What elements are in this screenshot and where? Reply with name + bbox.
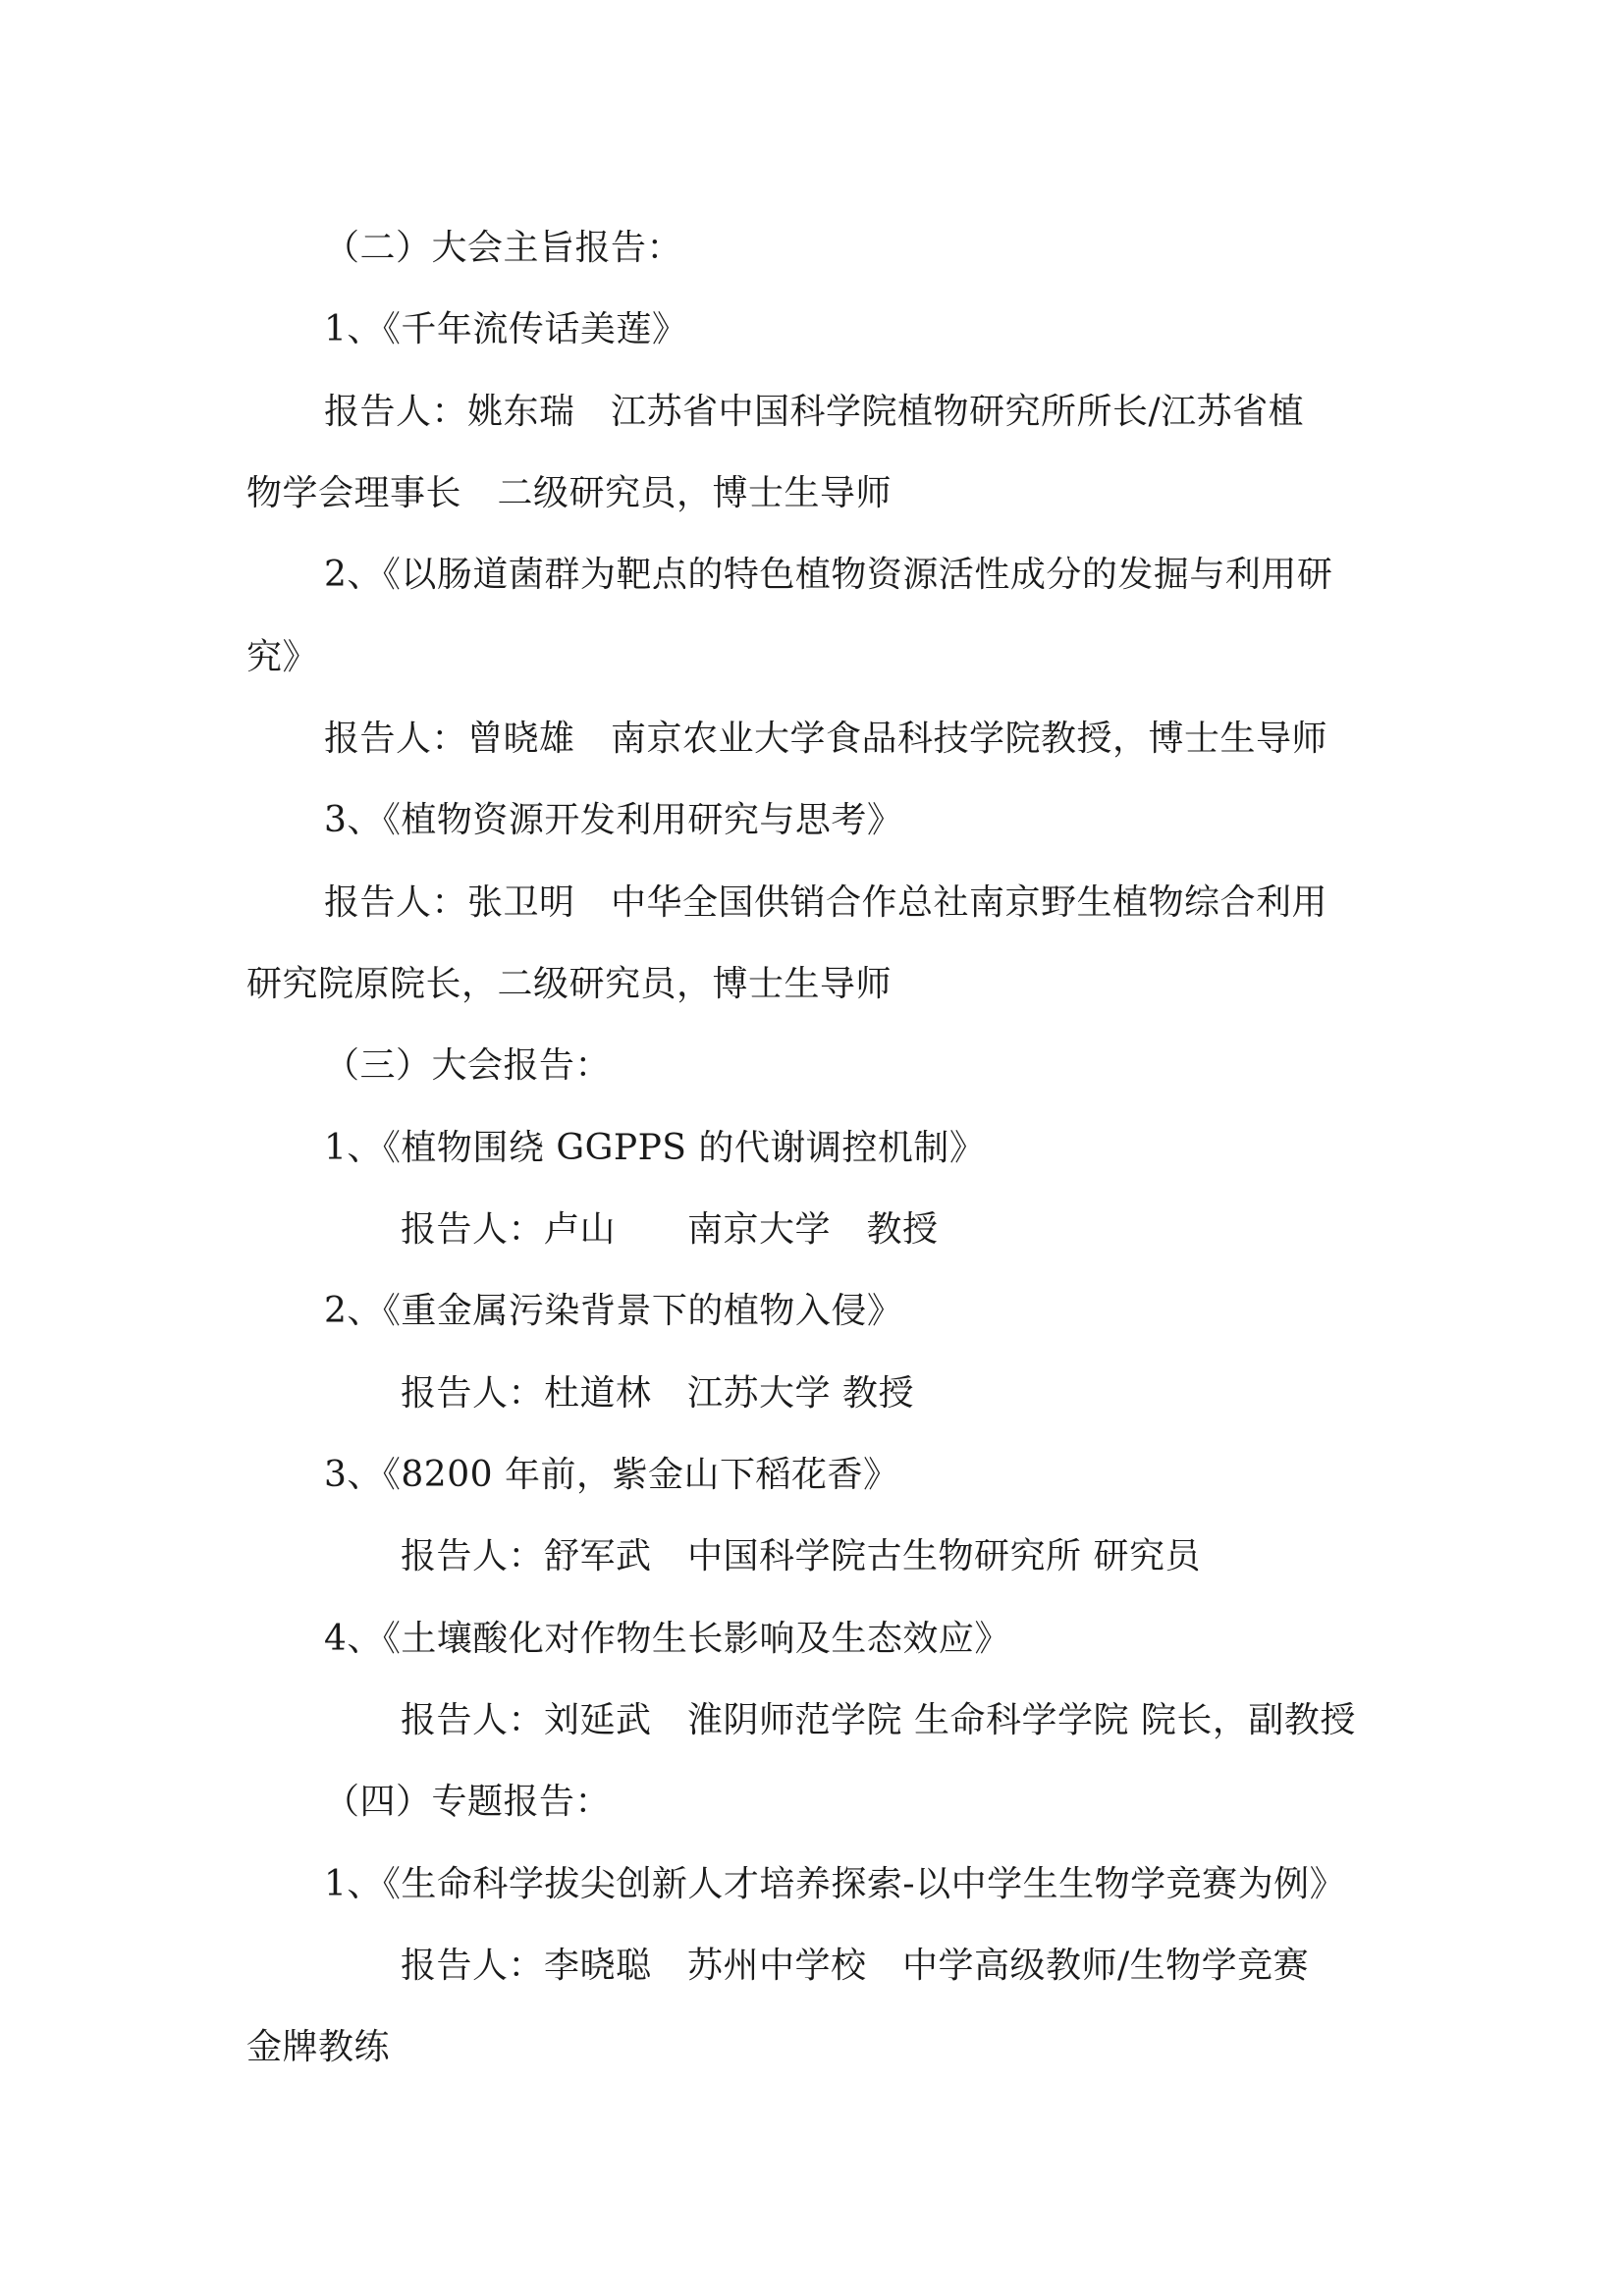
keynote-talk-3-title: 3、《植物资源开发利用研究与思考》: [324, 800, 903, 840]
keynote-talk-2-speaker: 报告人：曾晓雄 南京农业大学食品科技学院教授，博士生导师: [324, 719, 1328, 759]
plenary-talk-4-speaker: 报告人：刘延武 淮阴师范学院 生命科学学院 院长，副教授: [401, 1700, 1356, 1740]
plenary-talk-1-speaker: 报告人：卢山 南京大学 教授: [401, 1209, 939, 1250]
section-heading-special: （四）专题报告：: [324, 1782, 612, 1822]
special-talk-1-speaker: 报告人：李晓聪 苏州中学校 中学高级教师/生物学竞赛: [401, 1946, 1310, 1986]
section-heading-plenary: （三）大会报告：: [324, 1045, 612, 1086]
plenary-talk-2-speaker: 报告人：杜道林 江苏大学 教授: [401, 1373, 914, 1414]
plenary-talk-4-title: 4、《土壤酸化对作物生长影响及生态效应》: [324, 1619, 1010, 1659]
keynote-talk-1-speaker: 报告人：姚东瑞 江苏省中国科学院植物研究所所长/江苏省植: [324, 392, 1305, 432]
plenary-talk-3-speaker: 报告人：舒军武 中国科学院古生物研究所 研究员: [401, 1536, 1201, 1576]
plenary-talk-3-title: 3、《8200 年前，紫金山下稻花香》: [324, 1455, 899, 1495]
special-talk-1-speaker-continued: 金牌教练: [246, 2027, 391, 2067]
keynote-talk-3-speaker-continued: 研究院原院长，二级研究员，博士生导师: [246, 964, 893, 1004]
keynote-talk-2-title-continued: 究》: [246, 637, 319, 677]
keynote-talk-3-speaker: 报告人：张卫明 中华全国供销合作总社南京野生植物综合利用: [324, 882, 1328, 923]
section-heading-keynote: （二）大会主旨报告：: [324, 228, 683, 268]
keynote-talk-1-speaker-continued: 物学会理事长 二级研究员，博士生导师: [246, 473, 893, 513]
plenary-talk-2-title: 2、《重金属污染背景下的植物入侵》: [324, 1291, 903, 1331]
keynote-talk-1-title: 1、《千年流传话美莲》: [324, 309, 688, 349]
special-talk-1-title: 1、《生命科学拔尖创新人才培养探索-以中学生生物学竞赛为例》: [324, 1864, 1346, 1904]
keynote-talk-2-title: 2、《以肠道菌群为靶点的特色植物资源活性成分的发掘与利用研: [324, 555, 1333, 595]
plenary-talk-1-title: 1、《植物围绕 GGPPS 的代谢调控机制》: [324, 1128, 986, 1168]
